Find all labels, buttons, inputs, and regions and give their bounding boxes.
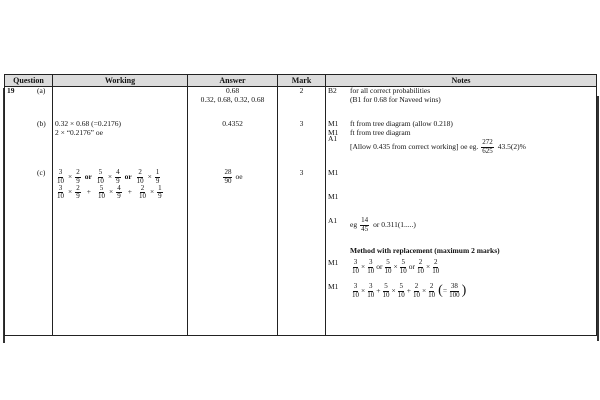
note-b2-code: M1: [328, 127, 339, 137]
rep2-eq-numerator: 38: [450, 282, 458, 291]
question-cell-b: [5, 120, 53, 169]
note-c1-code: M1: [328, 168, 339, 178]
notes-cell-a: [326, 87, 597, 121]
part-label-c: (c): [37, 168, 46, 178]
mark-cell-c: 3: [278, 169, 326, 336]
fraction-numerator: 28: [224, 168, 232, 177]
header-working: Working: [53, 75, 188, 87]
note-c3-code: A1: [328, 216, 338, 226]
working-cell-a: [53, 87, 188, 121]
header-question: Question: [5, 75, 53, 87]
answer-a-line1: 0.68: [225, 86, 240, 96]
note-b3-code: A1: [328, 134, 338, 144]
note-b3-suffix: 43.5(2)%: [497, 141, 526, 151]
fraction-denominator: 90: [224, 176, 232, 185]
note-b3-fraction: [481, 139, 494, 155]
answer-cell-b: 0.4352: [188, 120, 278, 169]
header-mark: Mark: [278, 75, 326, 87]
working-cell-c: [53, 169, 188, 336]
note-c3-fraction: [360, 217, 369, 233]
page-edge-right: [597, 96, 599, 341]
note-rep1-expression: $\frac{3}{10}$ × $\frac{3}{10}$ or $\frac{5}{10}$ × $\frac{5}{10}$ or $\frac{2}{10}$ × $\frac{2}{10}$: [352, 258, 440, 275]
note-rep1-code: M1: [328, 258, 339, 268]
answer-c-fraction: [223, 169, 232, 185]
working-c-line1: $\frac{3}{10}$ × $\frac{2}{9}$ or $\frac{5}{10}$ × $\frac{4}{9}$ or $\frac{2}{10}$ × $\frac{1}{9}$: [57, 168, 160, 185]
question-cell-c: [5, 169, 53, 336]
part-label-b: (b): [37, 119, 46, 129]
table-row-part-c: [5, 169, 597, 336]
question-number: 19: [7, 86, 15, 96]
question-cell-a: [5, 87, 53, 121]
note-a-line2: (B1 for 0.68 for Naveed wins): [350, 94, 441, 104]
note-c3-suffix: or 0.311(1.....): [373, 219, 416, 229]
rep1-or1: or: [376, 261, 383, 271]
notes-cell-c: [326, 169, 597, 336]
header-notes: Notes: [326, 75, 597, 87]
fraction-denominator: 625: [482, 146, 493, 155]
note-a-line1: for all correct probabilities: [350, 86, 431, 96]
answer-cell-c: [188, 169, 278, 336]
part-label-a: (a): [37, 86, 46, 96]
note-rep2-code: M1: [328, 282, 339, 292]
note-b2-text: ft from tree diagram: [350, 127, 411, 137]
mark-scheme-table: [4, 74, 597, 336]
rep2-eq-denominator: 100: [449, 290, 460, 299]
answer-a-line2: 0.32, 0.68, 0.32, 0.68: [200, 94, 265, 104]
working-b-line1: 0.32 × 0.68 (=0.2176): [55, 119, 121, 129]
note-c3-prefix: eg: [350, 219, 358, 229]
header-row: [5, 75, 597, 87]
working-c-or2: or: [124, 171, 132, 181]
fraction-denominator: 45: [361, 224, 369, 233]
table-row-part-a: [5, 87, 597, 121]
note-b1-code: M1: [328, 119, 339, 129]
answer-cell-a: [188, 87, 278, 121]
working-c-line2: $\frac{3}{10}$ × $\frac{2}{9}$ + $\frac{5}{10}$ × $\frac{4}{9}$ + $\frac{2}{10}$ × $\frac{1}{9}$: [57, 183, 162, 201]
note-b1-text: ft from tree diagram (allow 0.218): [350, 119, 453, 129]
note-c2-code: M1: [328, 192, 339, 202]
note-b3-prefix: [Allow 0.435 from correct working] oe eg.: [350, 141, 479, 151]
note-code-a: B2: [328, 86, 337, 96]
replacement-heading: Method with replacement (maximum 2 marks): [350, 246, 500, 256]
header-answer: Answer: [188, 75, 278, 87]
note-rep2-expression: $\frac{3}{10}$ × $\frac{3}{10}$ + $\frac{5}{10}$ × $\frac{5}{10}$ + $\frac{2}{10}$ × $\frac{2}{10}$ ( = $\frac{38}{100}$ ): [352, 282, 467, 299]
fraction-numerator: 272: [482, 138, 493, 147]
working-cell-b: [53, 120, 188, 169]
working-b-line2: 2 × “0.2176” oe: [55, 127, 103, 137]
mark-cell-a: 2: [278, 87, 326, 121]
fraction-numerator: 14: [361, 216, 369, 225]
notes-cell-b: [326, 120, 597, 169]
mark-cell-b: 3: [278, 120, 326, 169]
working-c-or1: or: [84, 171, 92, 181]
rep1-or2: or: [408, 261, 415, 271]
answer-c-suffix: oe: [235, 171, 243, 181]
table-row-part-b: [5, 120, 597, 169]
